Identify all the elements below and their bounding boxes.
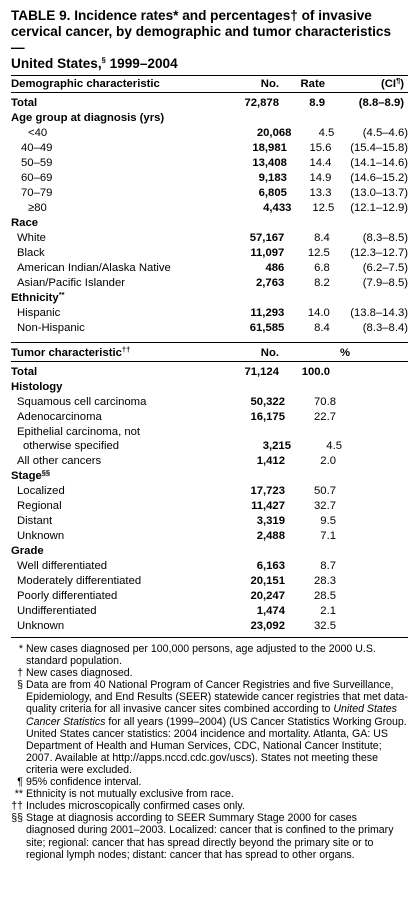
section-stage: Stage §§ (11, 468, 51, 482)
table-row: otherwise specified 3,215 4.5 (23, 440, 342, 452)
table-row: Localized 17,723 50.7 (17, 485, 336, 497)
table-row: American Indian/Alaska Native 486 6.8 (6.2–7.5) (17, 262, 408, 274)
title-line-1: TABLE 9. Incidence rates* and percentages† of invasive (11, 8, 372, 23)
table2-header (11, 345, 408, 361)
table-row: 50–59 13,408 14.4 (14.1–14.6) (21, 157, 408, 169)
title-line-3-years: 1999–2004 (105, 56, 178, 71)
table-row: Well differentiated 6,163 8.7 (17, 560, 336, 572)
footnote: †† Includes microscopically confirmed cases only. (11, 800, 245, 813)
footnote: §§ Stage at diagnosis according to SEER Summary Stage 2000 for cases diagnosed during 2001–2003. Localized: cancer that is confined to the primary site; regional: cancer that has spread directly beyond the primary site or to regional lymph nodes; distant: cancer that has spread to other organs. (11, 812, 394, 861)
table-row: Epithelial carcinoma, not (17, 426, 141, 438)
table-row: 70–79 6,805 13.3 (13.0–13.7) (21, 187, 408, 199)
footnote: ** Ethnicity is not mutually exclusive from race. (14, 788, 234, 801)
footnotes (11, 643, 408, 861)
title-footnote-mark: § (101, 55, 106, 64)
table-row: 60–69 9,183 14.9 (14.6–15.2) (21, 172, 408, 184)
title-line-2: cervical cancer, by demographic and tumor characteristics — (11, 24, 392, 55)
table1-header (11, 76, 408, 92)
table-row: Undifferentiated 1,474 2.1 (17, 605, 336, 617)
table-row: Adenocarcinoma 16,175 22.7 (17, 411, 336, 423)
table-row: Poorly differentiated 20,247 28.5 (17, 590, 336, 602)
table-row: Non-Hispanic 61,585 8.4 (8.3–8.4) (17, 322, 408, 334)
header-no: No. (260, 347, 279, 359)
table2-bottom-rule (11, 637, 408, 638)
table-row: Hispanic 11,293 14.0 (13.8–14.3) (17, 307, 408, 319)
section-grade: Grade (11, 545, 44, 557)
table-row: Moderately differentiated 20,151 28.3 (17, 575, 336, 587)
footnote: ¶ 95% confidence interval. (17, 776, 142, 789)
table-row: Unknown 2,488 7.1 (17, 530, 336, 542)
section-age: Age group at diagnosis (yrs) (11, 112, 165, 124)
table-row-total: Total 71,124 100.0 (11, 366, 330, 378)
table-row: 40–49 18,981 15.6 (15.4–15.8) (21, 142, 408, 154)
table-row-total: Total 72,878 8.9 (8.8–8.9) (11, 97, 404, 109)
table-title (11, 8, 408, 72)
title-line-3-text: United States, (11, 56, 102, 71)
title-line-3 (11, 56, 408, 72)
header-no: No. (260, 78, 279, 90)
table-row: <40 20,068 4.5 (4.5–4.6) (28, 127, 408, 139)
table-row: ≥80 4,433 12.5 (12.1–12.9) (28, 202, 408, 214)
section-ethnicity: Ethnicity ** (11, 290, 65, 304)
footnote: † New cases diagnosed. (17, 667, 133, 680)
table-row: Regional 11,427 32.7 (17, 500, 336, 512)
table-row: Squamous cell carcinoma 50,322 70.8 (17, 396, 336, 408)
footnote: * New cases diagnosed per 100,000 persons, age adjusted to the 2000 U.S. standard population. (18, 643, 376, 668)
table-row: White 57,167 8.4 (8.3–8.5) (17, 232, 408, 244)
header-characteristic: Demographic characteristic (11, 78, 160, 90)
table-row: Black 11,097 12.5 (12.3–12.7) (17, 247, 408, 259)
section-histology: Histology (11, 381, 63, 393)
footnote: § Data are from 40 National Program of Cancer Registries and five Surveillance, Epidemiology, and End Results (SEER) statewide cancer registries that met data-quality criteria for all invasive cancer sites combined according to United States Cancer Statistics for all years (1999–2004) (US Cancer Statistics Working Group. United States cancer statistics: 2004 incidence and mortality. Atlanta, GA: US Department of Health and Human Services, CDC, National Cancer Institute; 2007. Available at http://apps.nccd.cdc.gov/uscs). States not meeting these criteria were excluded. (17, 679, 408, 776)
table-row: All other cancers 1,412 2.0 (17, 455, 336, 467)
section-race: Race (11, 217, 39, 229)
header-rate: Rate (300, 78, 325, 90)
header-ci: (CI¶) (381, 76, 404, 90)
table-row: Distant 3,319 9.5 (17, 515, 336, 527)
table-row: Unknown 23,092 32.5 (17, 620, 336, 632)
table-row: Asian/Pacific Islander 2,763 8.2 (7.9–8.5) (17, 277, 408, 289)
header-tumor-characteristic: Tumor characteristic†† (11, 345, 131, 359)
table2-top-rule (11, 342, 408, 343)
header-pct: % (339, 347, 350, 359)
